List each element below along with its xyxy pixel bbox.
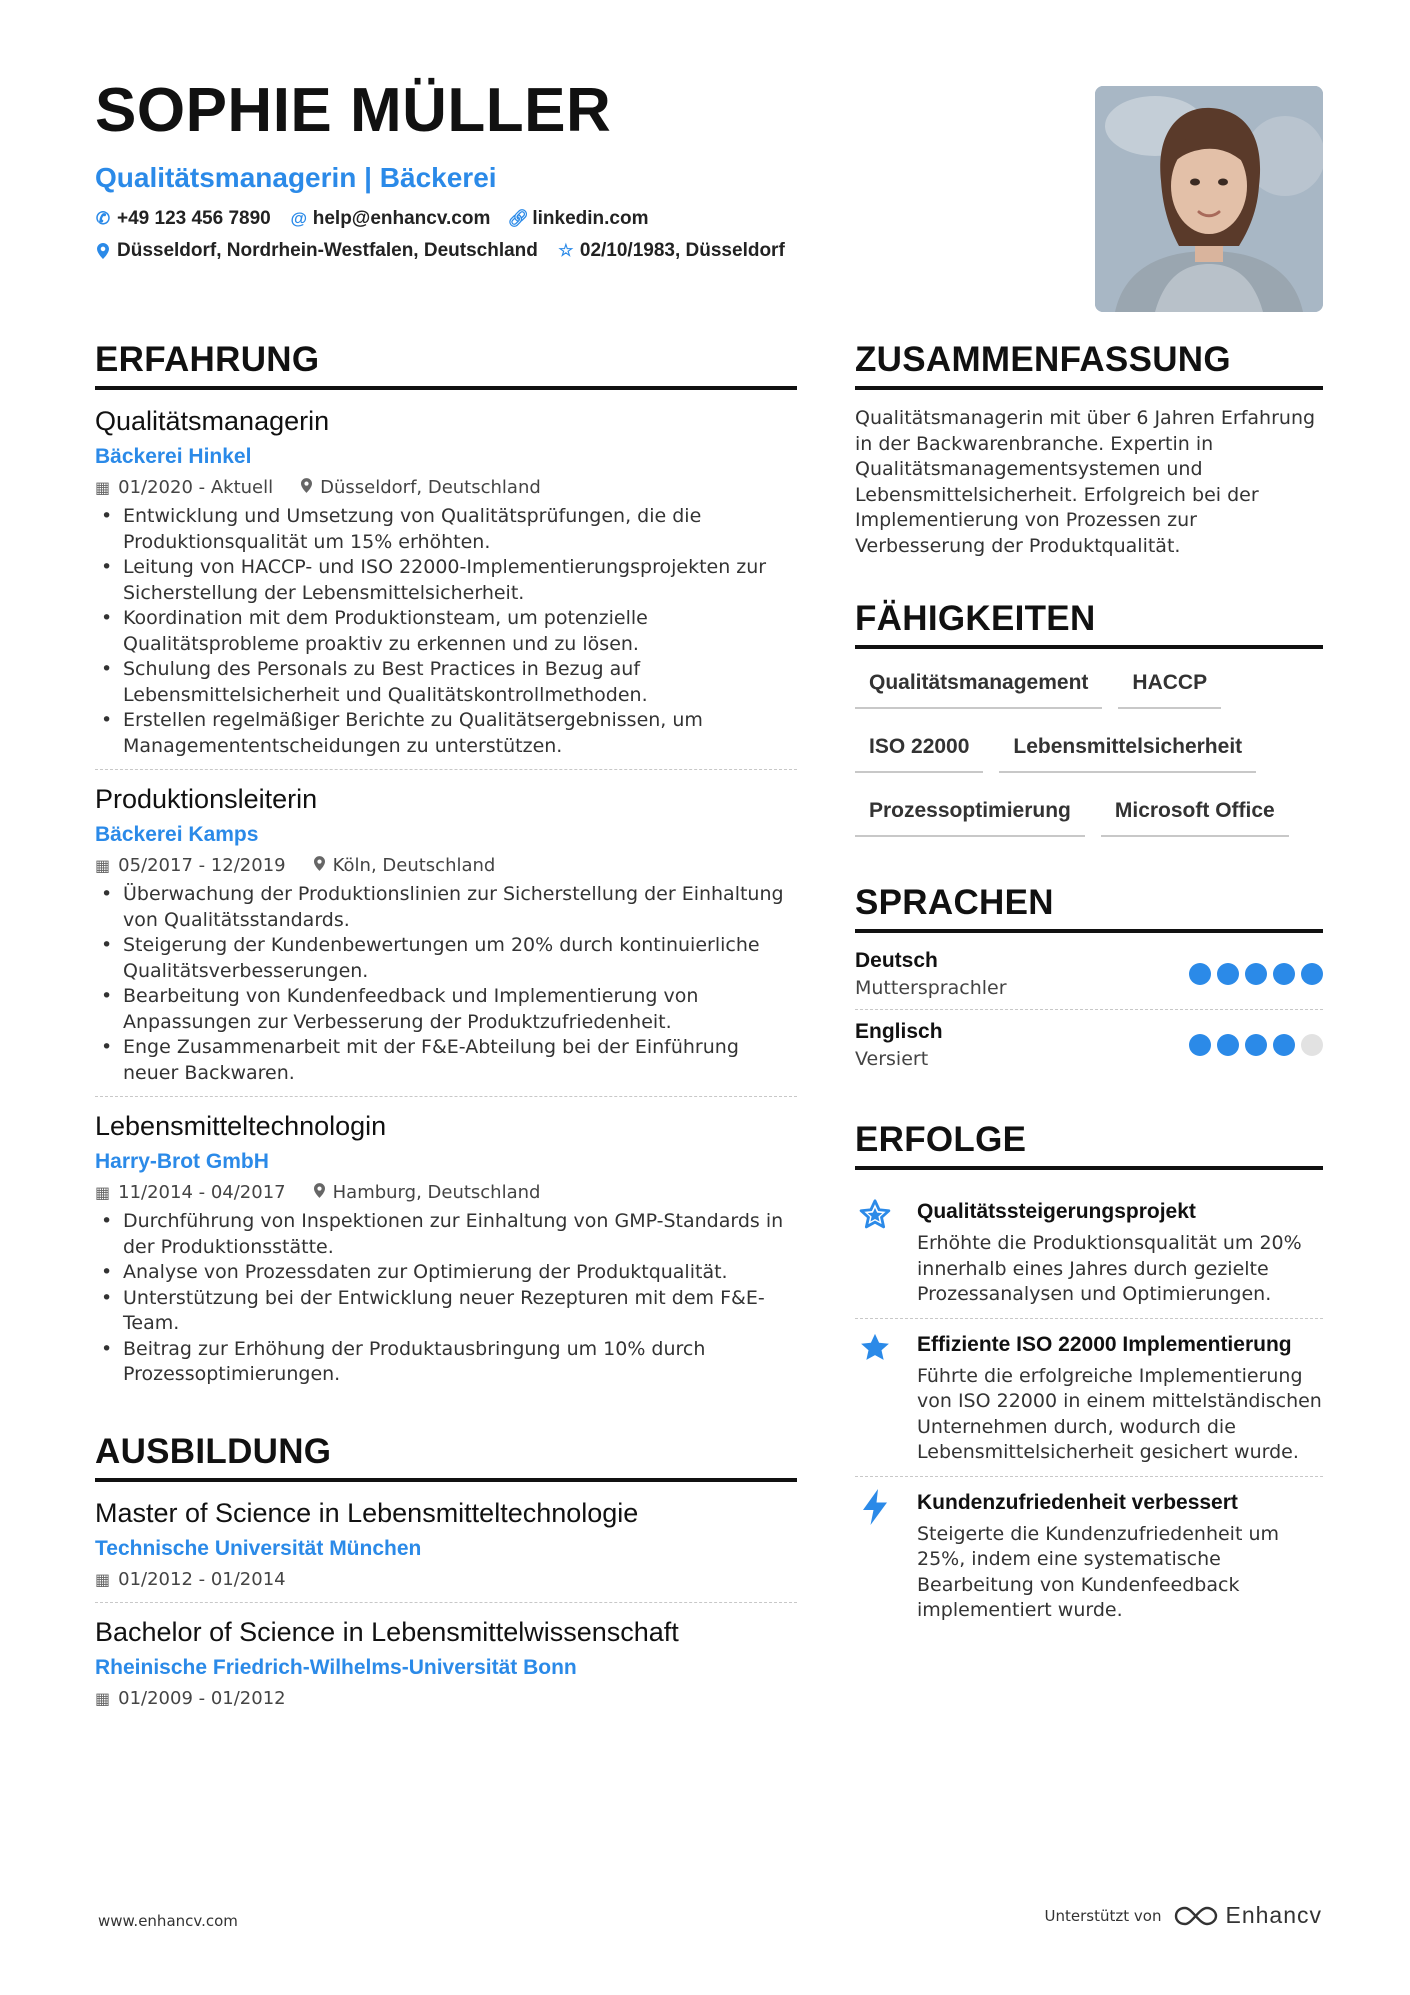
languages-title: SPRACHEN <box>855 883 1323 933</box>
calendar-icon: ▦ <box>95 856 111 875</box>
job-location <box>314 1182 541 1203</box>
education-meta <box>95 1688 797 1709</box>
linkedin-text[interactable]: linkedin.com <box>532 208 649 229</box>
email-contact[interactable] <box>291 208 491 230</box>
contact-row <box>95 240 1075 262</box>
job-bullets <box>95 1209 797 1388</box>
job-dates <box>95 855 286 876</box>
footer-website[interactable]: www.enhancv.com <box>98 1912 238 1930</box>
language-name: Deutsch <box>855 949 938 972</box>
job-bullet: • Koordination mit dem Produktionsteam, um potenzielle Qualitätsprobleme proaktiv zu erkennen und zu lösen. <box>95 606 797 657</box>
job-entry <box>95 769 797 1096</box>
calendar-icon: ▦ <box>95 1183 111 1202</box>
achievement-entry <box>855 1477 1323 1634</box>
powered-by-text: Unterstützt von <box>1044 1906 1162 1925</box>
job-location <box>301 477 541 498</box>
skill-tag: Microsoft Office <box>1101 793 1289 837</box>
star-filled-icon <box>855 1331 895 1466</box>
job-company[interactable]: Bäckerei Hinkel <box>95 445 252 468</box>
job-company[interactable]: Bäckerei Kamps <box>95 823 259 846</box>
education-school[interactable]: Technische Universität München <box>95 1536 422 1560</box>
job-company[interactable]: Harry-Brot GmbH <box>95 1150 269 1173</box>
skills-title: FÄHIGKEITEN <box>855 599 1323 649</box>
job-entry <box>95 406 797 769</box>
phone-icon: ✆ <box>95 209 111 228</box>
location-pin-icon <box>95 243 111 259</box>
achievement-body <box>917 1331 1323 1466</box>
education-entry <box>95 1498 797 1602</box>
skill-tag: Qualitätsmanagement <box>855 665 1102 709</box>
skill-tag: HACCP <box>1118 665 1221 709</box>
calendar-icon: ▦ <box>95 1569 111 1589</box>
job-meta <box>95 1182 797 1203</box>
rating-dot-filled <box>1245 963 1267 985</box>
location-pin-icon <box>301 478 312 497</box>
left-column <box>95 340 797 1721</box>
experience-title: ERFAHRUNG <box>95 340 797 390</box>
job-dates <box>95 477 273 498</box>
rating-dot-filled <box>1217 1034 1239 1056</box>
education-dates-text: 01/2009 - 01/2012 <box>118 1687 286 1709</box>
rating-dot-filled <box>1245 1034 1267 1056</box>
calendar-icon: ▦ <box>95 478 111 497</box>
achievement-title: Effiziente ISO 22000 Implementierung <box>917 1332 1292 1356</box>
job-location <box>314 855 496 876</box>
education-section <box>95 1432 797 1721</box>
job-bullets <box>95 504 797 759</box>
job-location-text: Düsseldorf, Deutschland <box>320 477 541 498</box>
job-bullet: • Beitrag zur Erhöhung der Produktausbringung um 10% durch Prozessoptimierungen. <box>95 1337 797 1388</box>
language-info <box>855 949 1007 999</box>
rating-dot-filled <box>1273 963 1295 985</box>
calendar-icon: ▦ <box>95 1688 111 1708</box>
job-location-text: Köln, Deutschland <box>332 855 496 876</box>
language-entry <box>855 949 1323 1010</box>
job-dates <box>95 1182 286 1203</box>
job-bullet: • Unterstützung bei der Entwicklung neuer Rezepturen mit dem F&E-Team. <box>95 1286 797 1337</box>
achievement-text: Führte die erfolgreiche Implementierung von ISO 22000 in einem mittelständischen Unternehmen durch, wodurch die Lebensmittelsicherheit gesichert wurde. <box>917 1364 1322 1463</box>
language-level: Muttersprachler <box>855 977 1007 999</box>
summary-section <box>855 340 1323 559</box>
rating-dot-filled <box>1217 963 1239 985</box>
education-meta <box>95 1569 797 1590</box>
language-info <box>855 1020 943 1070</box>
achievements-title: ERFOLGE <box>855 1120 1323 1170</box>
job-role: Produktionsleiterin <box>95 784 318 814</box>
job-bullet: • Enge Zusammenarbeit mit der F&E-Abteilung bei der Einführung neuer Backwaren. <box>95 1035 797 1086</box>
phone-text: +49 123 456 7890 <box>117 208 271 229</box>
job-meta <box>95 477 797 498</box>
job-bullet: • Leitung von HACCP- und ISO 22000-Implementierungsprojekten zur Sicherstellung der Lebensmittelsicherheit. <box>95 555 797 606</box>
achievement-text: Erhöhte die Produktionsqualität um 20% innerhalb eines Jahres durch gezielte Prozessanalysen und Optimierungen. <box>917 1232 1302 1305</box>
achievement-entry <box>855 1319 1323 1477</box>
job-bullet: • Analyse von Prozessdaten zur Optimierung der Produktqualität. <box>95 1260 797 1286</box>
education-dates-text: 01/2012 - 01/2014 <box>118 1568 286 1590</box>
education-entry <box>95 1602 797 1721</box>
job-entry <box>95 1096 797 1398</box>
location-pin-icon <box>314 856 325 875</box>
link-icon: 🔗︎ <box>507 209 530 228</box>
job-meta <box>95 855 797 876</box>
experience-section <box>95 340 797 1398</box>
language-name: Englisch <box>855 1020 943 1043</box>
language-rating <box>1189 963 1323 985</box>
profile-photo <box>1095 86 1323 312</box>
rating-dot-filled <box>1189 963 1211 985</box>
location-text: Düsseldorf, Nordrhein-Westfalen, Deutschland <box>117 240 538 261</box>
job-dates-text: 01/2020 - Aktuell <box>118 477 274 498</box>
summary-title: ZUSAMMENFASSUNG <box>855 340 1323 390</box>
education-dates <box>95 1569 286 1590</box>
birth-text: 02/10/1983, Düsseldorf <box>579 240 785 261</box>
job-bullet: • Überwachung der Produktionslinien zur Sicherstellung der Einhaltung von Qualitätsstandards. <box>95 882 797 933</box>
contact-info <box>95 208 1075 262</box>
education-dates <box>95 1688 286 1709</box>
star-outline-icon <box>855 1198 895 1308</box>
achievement-body <box>917 1198 1323 1308</box>
achievements-section <box>855 1120 1323 1634</box>
job-bullets <box>95 882 797 1086</box>
language-rating <box>1189 1034 1323 1056</box>
infinity-logo-icon <box>1173 1904 1219 1928</box>
summary-text: Qualitätsmanagerin mit über 6 Jahren Erfahrung in der Backwarenbranche. Expertin in Qualitätsmanagementsystemen und Lebensmittelsicherheit. Erfolgreich bei der Implementierung von Prozessen zur Verbesserung der Produktqualität. <box>855 407 1316 557</box>
job-bullet: • Bearbeitung von Kundenfeedback und Implementierung von Anpassungen zur Verbesserung der Produktzufriedenheit. <box>95 984 797 1035</box>
header <box>95 76 1075 272</box>
job-bullet: • Erstellen regelmäßiger Berichte zu Qualitätsergebnissen, um Managemententscheidungen zu unterstützen. <box>95 708 797 759</box>
achievement-title: Qualitätssteigerungsprojekt <box>917 1200 1196 1223</box>
job-role: Qualitätsmanagerin <box>95 406 330 436</box>
phone-contact <box>95 208 271 230</box>
candidate-name: SOPHIE MÜLLER <box>95 76 612 145</box>
skill-tag: Prozessoptimierung <box>855 793 1085 837</box>
profile-photo-illustration <box>1095 86 1323 312</box>
linkedin-contact[interactable] <box>507 208 649 230</box>
email-text[interactable]: help@enhancv.com <box>312 208 491 229</box>
brand-logo[interactable] <box>1173 1902 1322 1929</box>
rating-dot-empty <box>1301 1034 1323 1056</box>
job-dates-text: 11/2014 - 04/2017 <box>118 1182 286 1203</box>
job-bullet: • Schulung des Personals zu Best Practices in Bezug auf Lebensmittelsicherheit und Qualitätskontrollmethoden. <box>95 657 797 708</box>
skills-section <box>855 599 1323 843</box>
skill-tag: ISO 22000 <box>855 729 983 773</box>
footer-branding <box>1045 1902 1322 1929</box>
languages-section <box>855 883 1323 1080</box>
location-pin-icon <box>314 1183 325 1202</box>
rating-dot-filled <box>1189 1034 1211 1056</box>
achievement-text: Steigerte die Kundenzufriedenheit um 25%, indem eine systematische Bearbeitung von Kundenfeedback implementiert wurde. <box>917 1522 1280 1621</box>
job-bullet: • Durchführung von Inspektionen zur Einhaltung von GMP-Standards in der Produktionsstätte. <box>95 1209 797 1260</box>
job-location-text: Hamburg, Deutschland <box>332 1182 541 1203</box>
achievement-title: Kundenzufriedenheit verbessert <box>917 1490 1238 1514</box>
skill-tag: Lebensmittelsicherheit <box>999 729 1256 773</box>
job-role: Lebensmitteltechnologin <box>95 1111 387 1141</box>
brand-name: Enhancv <box>1225 1902 1322 1928</box>
location-contact <box>95 240 538 262</box>
contact-row <box>95 208 1075 230</box>
star-icon: ☆ <box>558 241 574 260</box>
job-dates-text: 05/2017 - 12/2019 <box>118 855 286 876</box>
right-column <box>855 340 1323 1634</box>
education-degree: Bachelor of Science in Lebensmittelwissenschaft <box>95 1616 679 1647</box>
rating-dot-filled <box>1301 963 1323 985</box>
education-school[interactable]: Rheinische Friedrich-Wilhelms-Universität Bonn <box>95 1655 577 1679</box>
rating-dot-filled <box>1273 1034 1295 1056</box>
skills-list <box>855 665 1323 843</box>
achievement-body <box>917 1489 1323 1624</box>
birth-contact <box>558 240 785 262</box>
job-bullet: • Entwicklung und Umsetzung von Qualitätsprüfungen, die die Produktionsqualität um 15% erhöhten. <box>95 504 797 555</box>
achievement-entry <box>855 1186 1323 1319</box>
candidate-subtitle: Qualitätsmanagerin | Bäckerei <box>95 162 497 193</box>
language-entry <box>855 1020 1323 1080</box>
education-degree: Master of Science in Lebensmitteltechnologie <box>95 1497 639 1528</box>
lightning-icon <box>855 1489 895 1624</box>
language-level: Versiert <box>855 1048 929 1070</box>
education-title: AUSBILDUNG <box>95 1432 797 1482</box>
at-icon: @ <box>290 209 308 228</box>
job-bullet: • Steigerung der Kundenbewertungen um 20% durch kontinuierliche Qualitätsverbesserungen. <box>95 933 797 984</box>
